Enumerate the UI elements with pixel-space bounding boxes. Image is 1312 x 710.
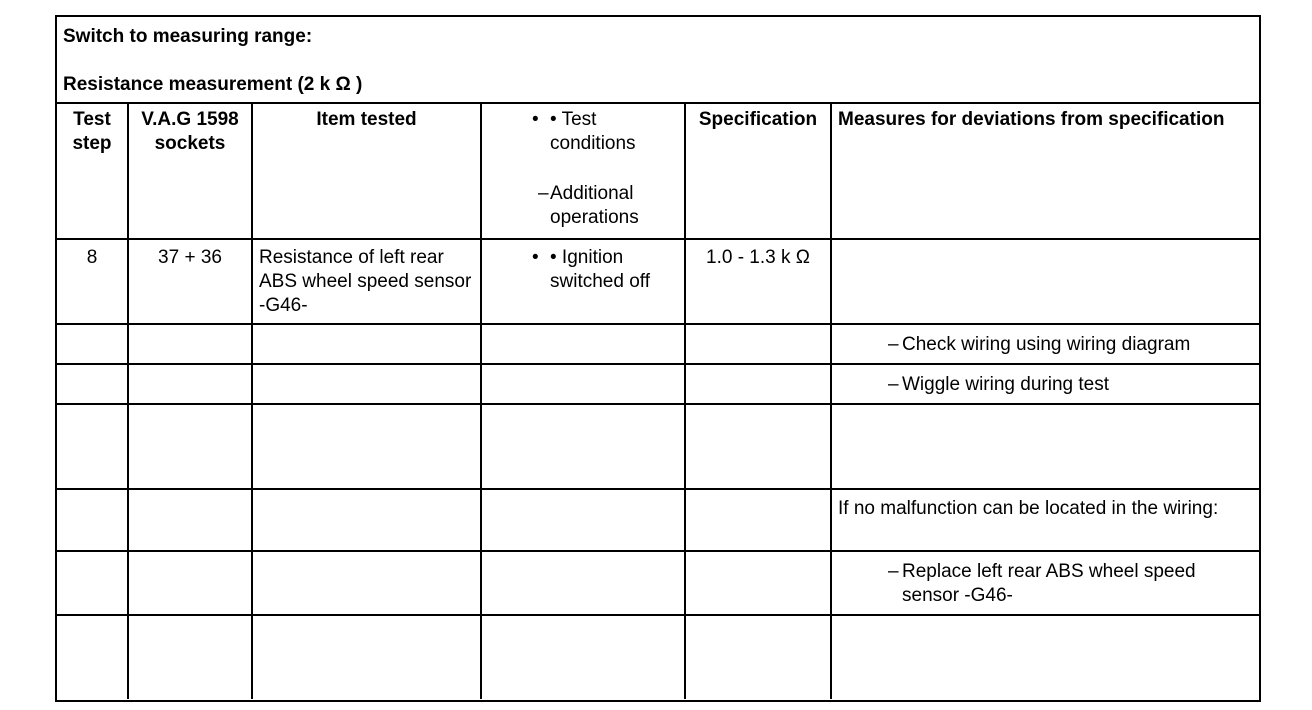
conditions-bullet-item: [488, 108, 678, 156]
dash-icon: –: [888, 561, 899, 582]
operations-dash-item: [488, 182, 678, 230]
condition-bullet-item: [488, 246, 678, 294]
test-conditions-label: • Test conditions: [550, 109, 636, 154]
check-wiring-text: Check wiring using wiring diagram: [902, 334, 1191, 355]
if-no-malfunction-text: If no malfunction can be located in the wiring:: [831, 489, 1259, 551]
col-specification: Specification: [685, 102, 831, 239]
check-wiring-cell: [831, 324, 1259, 364]
resistance-measurement-label: Resistance measurement (2 k Ω ): [63, 74, 363, 95]
bullet-icon: •: [532, 247, 539, 268]
item-tested-value: Resistance of left rear ABS wheel speed sensor -G46-: [252, 239, 481, 324]
additional-operations-label: Additional operations: [550, 183, 639, 228]
col-test-step: Test step: [57, 102, 128, 239]
table-row: [57, 404, 1259, 489]
table-row: [57, 489, 1259, 551]
condition-value-cell: [481, 239, 685, 324]
table-row: [57, 364, 1259, 404]
test-step-table: [57, 102, 1259, 699]
check-wiring-item: [838, 333, 1253, 357]
measures-empty-cell: [831, 239, 1259, 324]
replace-sensor-item: [838, 560, 1253, 608]
replace-sensor-cell: [831, 551, 1259, 615]
dash-icon: –: [888, 374, 899, 395]
test-table-sheet: [55, 15, 1261, 702]
wiggle-wiring-text: Wiggle wiring during test: [902, 374, 1109, 395]
dash-icon: –: [888, 334, 899, 355]
dash-icon: –: [538, 183, 549, 204]
test-step-value: 8: [57, 239, 128, 324]
ignition-condition: • Ignition switched off: [550, 247, 650, 292]
col-measures: Measures for deviations from specification: [831, 102, 1259, 239]
wiggle-wiring-item: [838, 373, 1253, 397]
bullet-icon: •: [532, 109, 539, 130]
table-row: [57, 324, 1259, 364]
table-row: [57, 551, 1259, 615]
col-conditions: [481, 102, 685, 239]
replace-sensor-text: Replace left rear ABS wheel speed sensor -G46-: [902, 561, 1196, 606]
col-item-tested: Item tested: [252, 102, 481, 239]
measuring-range-header: [57, 17, 1259, 104]
column-header-row: [57, 102, 1259, 239]
sockets-value: 37 + 36: [128, 239, 252, 324]
switch-range-label: Switch to measuring range:: [63, 26, 313, 47]
col-sockets: V.A.G 1598 sockets: [128, 102, 252, 239]
wiggle-wiring-cell: [831, 364, 1259, 404]
specification-value: 1.0 - 1.3 k Ω: [685, 239, 831, 324]
table-row: [57, 239, 1259, 324]
table-row: [57, 615, 1259, 699]
